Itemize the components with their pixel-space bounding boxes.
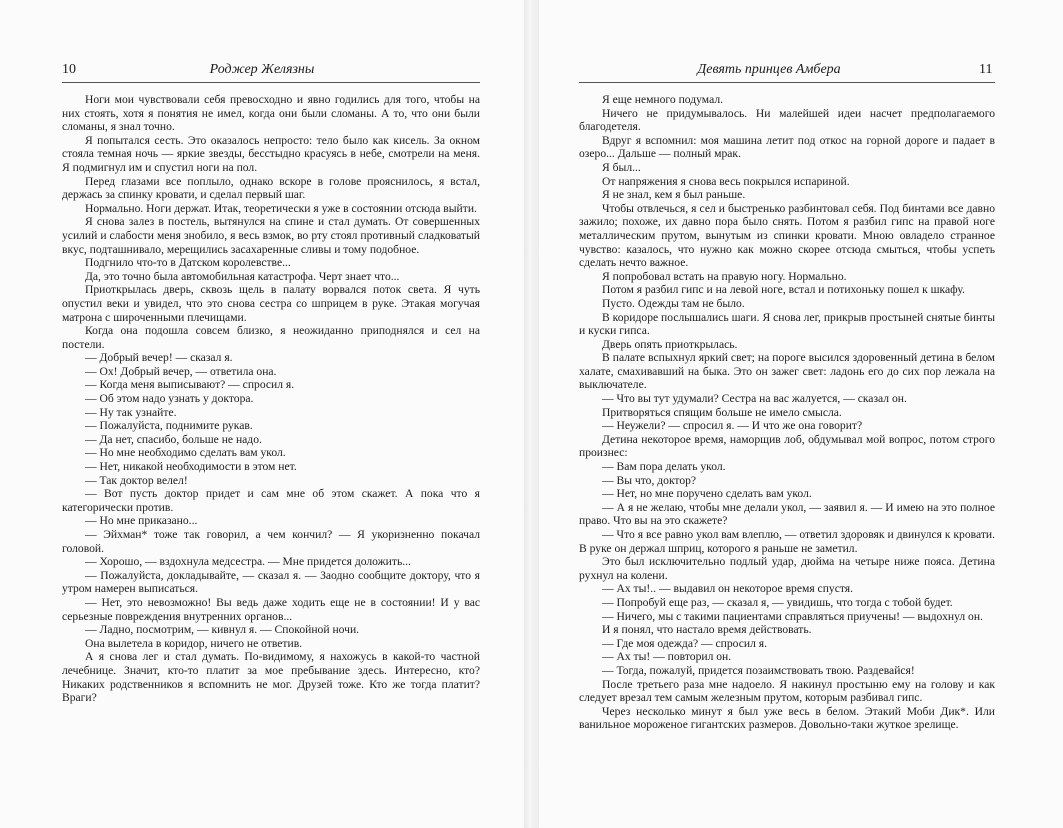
book-gutter (524, 0, 539, 828)
paragraph: — Тогда, пожалуй, придется позаимствовать твою. Раздевайся! (602, 663, 915, 677)
paragraph: Я не знал, кем я был раньше. (602, 188, 746, 202)
right-page (539, 0, 1063, 828)
paragraph: Ничего не придумывалось. Ни малейшей идеи насчет предполагаемого благодетеля. (579, 106, 995, 134)
paragraph: — А я не желаю, чтобы мне делали укол, — заявил я. — И имею на это полное право. Что вы на это скажете? (579, 500, 995, 528)
paragraph: Я еще немного подумал. (602, 93, 723, 106)
paragraph: — Ну так узнайте. (85, 405, 177, 419)
paragraph: А я снова лег и стал думать. По-видимому, я нахожусь в какой-то частной лечебнице. Значит, кто-то платит за мое пребывание здесь. Интересно, кто? Никаких родственников я вспомнить не мог. Друзей тоже. Кто же тогда платит? Враги? (62, 650, 480, 705)
running-head: Девять принцев Амбера (697, 62, 841, 77)
paragraph: Потом я разбил гипс и на левой ноге, встал и потихоньку пошел к шкафу. (602, 283, 965, 297)
paragraph: Я попытался сесть. Это оказалось непросто: тело было как кисель. За окном стояла темная ночь — яркие звезды, бесстыдно красуясь в небе, смотрели на меня. Я подмигнул им и спустил ноги на пол. (62, 133, 480, 174)
paragraph: От напряжения я снова весь покрылся испариной. (602, 174, 850, 188)
paragraph: В палате вспыхнул яркий свет; на пороге высился здоровенный детина в белом халате, смахивавший на быка. Это он зажег свет: ладонь его до сих пор лежала на выключателе. (579, 351, 995, 392)
paragraph: Я попробовал встать на правую ногу. Нормально. (602, 269, 847, 283)
paragraph: — Неужели? — спросил я. — И что же она говорит? (602, 419, 863, 433)
paragraph: — Попробуй еще раз, — сказал я, — увидишь, что тогда с тобой будет. (602, 595, 953, 609)
running-head: Роджер Желязны (209, 62, 315, 77)
paragraph: — Хорошо, — вздохнула медсестра. — Мне придется доложить... (85, 555, 411, 569)
paragraph: — Что вы тут удумали? Сестра на вас жалуется, — сказал он. (602, 392, 907, 406)
body-text (62, 93, 480, 705)
paragraph: — Ах ты! — повторил он. (602, 650, 732, 664)
paragraph: — Нет, никакой необходимости в этом нет. (85, 460, 297, 474)
paragraph: Вдруг я вспомнил: моя машина летит под откос на горной дороге и падает в озеро... Дальше — полный мрак. (579, 133, 995, 161)
paragraph: — Да нет, спасибо, больше не надо. (85, 432, 262, 446)
paragraph: — Нет, это невозможно! Вы ведь даже ходить еще не в состоянии! И у вас серьезные повреждения внутренних органов... (62, 595, 480, 623)
paragraph: В коридоре послышались шаги. Я снова лег, прикрыв простыней снятые бинты и куски гипса. (579, 310, 995, 338)
paragraph: Чтобы отвлечься, я сел и быстренько разбинтовал себя. Под бинтами все давно зажило; похоже, их давно пора было снять. Потом я разбил гипс на правой ноге металлическим прутом, вынутым из спинки кровати. Мною овладело странное чувство: казалось, что нужно как можно скорее отсюда смыться, чтобы успеть сделать нечто важное. (579, 201, 995, 270)
paragraph: Детина некоторое время, наморщив лоб, обдумывал мой вопрос, потом строго произнес: (579, 432, 995, 460)
paragraph: Подгнило что-то в Датском королевстве... (85, 256, 291, 270)
paragraph: — Когда меня выписывают? — спросил я. (85, 378, 295, 392)
paragraph: И я понял, что настало время действовать. (602, 623, 812, 637)
paragraph: Дверь опять приоткрылась. (602, 337, 738, 351)
paragraph: Ноги мои чувствовали себя превосходно и явно годились для того, чтобы на них стоять, хотя я понятия не имел, когда они были сломаны. А то, что они были сломаны, я знал точно. (62, 93, 480, 134)
page-number: 11 (979, 62, 993, 77)
paragraph: Это был исключительно подлый удар, дюйма на четыре ниже пояса. Детина рухнул на колени. (579, 555, 995, 582)
paragraph: Через несколько минут я был уже весь в белом. Этакий Моби Дик*. Или ванильное мороженое гигантских размеров. Довольно-таки жуткое зрелище. (579, 704, 995, 732)
paragraph: Я снова залез в постель, вытянулся на спине и стал думать. От совершенных усилий и слабости меня знобило, я весь взмок, во рту стоял противный сладковатый вкус, подташнивало, мерещились засахаренные сливы и тому подобное. (62, 215, 480, 256)
paragraph: — Эйхман* тоже так говорил, а чем кончил? — Я укоризненно покачал головой. (62, 528, 480, 555)
paragraph: — Нет, но мне поручено сделать вам укол. (602, 487, 812, 501)
paragraph: — Добрый вечер! — сказал я. (85, 351, 233, 365)
paragraph: — Ничего, мы с такими пациентами справляться приучены! — выдохнул он. (602, 609, 983, 623)
paragraph: — Вот пусть доктор придет и сам мне об этом скажет. А пока что я категорически против. (62, 487, 480, 514)
paragraph: Нормально. Ноги держат. Итак, теоретически я уже в состоянии отсюда выйти. (85, 201, 477, 215)
paragraph: Перед глазами все поплыло, однако вскоре в голове прояснилось, я встал, держась за спинку кровати, и сделал первый шаг. (62, 174, 480, 202)
paragraph: — Вы что, доктор? (602, 473, 697, 487)
paragraph: — Так доктор велел! (85, 473, 188, 487)
body-text (579, 93, 995, 732)
page-number: 10 (62, 62, 76, 77)
paragraph: Когда она подошла совсем близко, я неожиданно приподнялся и сел на постели. (62, 324, 480, 351)
paragraph: После третьего раза мне надоело. Я накинул простыню ему на голову и как следует врезал тем самым железным прутом, которым разбивал гипс. (579, 677, 995, 705)
paragraph: — Что я все равно укол вам влеплю, — ответил здоровяк и двинулся к кровати. В руке он держал шприц, которого я раньше не заметил. (579, 528, 995, 555)
paragraph: Я был... (602, 160, 641, 174)
header-rule (62, 82, 480, 83)
paragraph: — Ах ты!.. — выдавил он некоторое время спустя. (602, 582, 853, 596)
paragraph: — Но мне приказано... (85, 514, 198, 528)
paragraph: — Пожалуйста, докладывайте, — сказал я. — Заодно сообщите доктору, что я утром намерен выписаться. (62, 568, 480, 596)
paragraph: — Об этом надо узнать у доктора. (85, 392, 254, 406)
paragraph: — Ладно, посмотрим, — кивнул я. — Спокойной ночи. (85, 623, 360, 637)
paragraph: — Пожалуйста, поднимите рукав. (85, 419, 253, 433)
left-page (0, 0, 524, 828)
paragraph: Пусто. Одежды там не было. (602, 296, 745, 310)
paragraph: Она вылетела в коридор, ничего не ответив. (85, 636, 303, 650)
paragraph: — Ох! Добрый вечер, — ответила она. (85, 364, 277, 378)
paragraph: Приоткрылась дверь, сквозь щель в палату ворвался поток света. Я чуть опустил веки и увидел, что это снова сестра со шприцем в руке. Этакая могучая матрона с широченными плечищами. (62, 283, 480, 324)
paragraph: Притворяться спящим больше не имело смысла. (602, 405, 842, 419)
paragraph: — Где моя одежда? — спросил я. (602, 636, 768, 650)
paragraph: — Но мне необходимо сделать вам укол. (85, 446, 286, 460)
paragraph: Да, это точно была автомобильная катастрофа. Черт знает что... (85, 269, 400, 283)
paragraph: — Вам пора делать укол. (602, 460, 726, 474)
header-rule (579, 82, 995, 83)
